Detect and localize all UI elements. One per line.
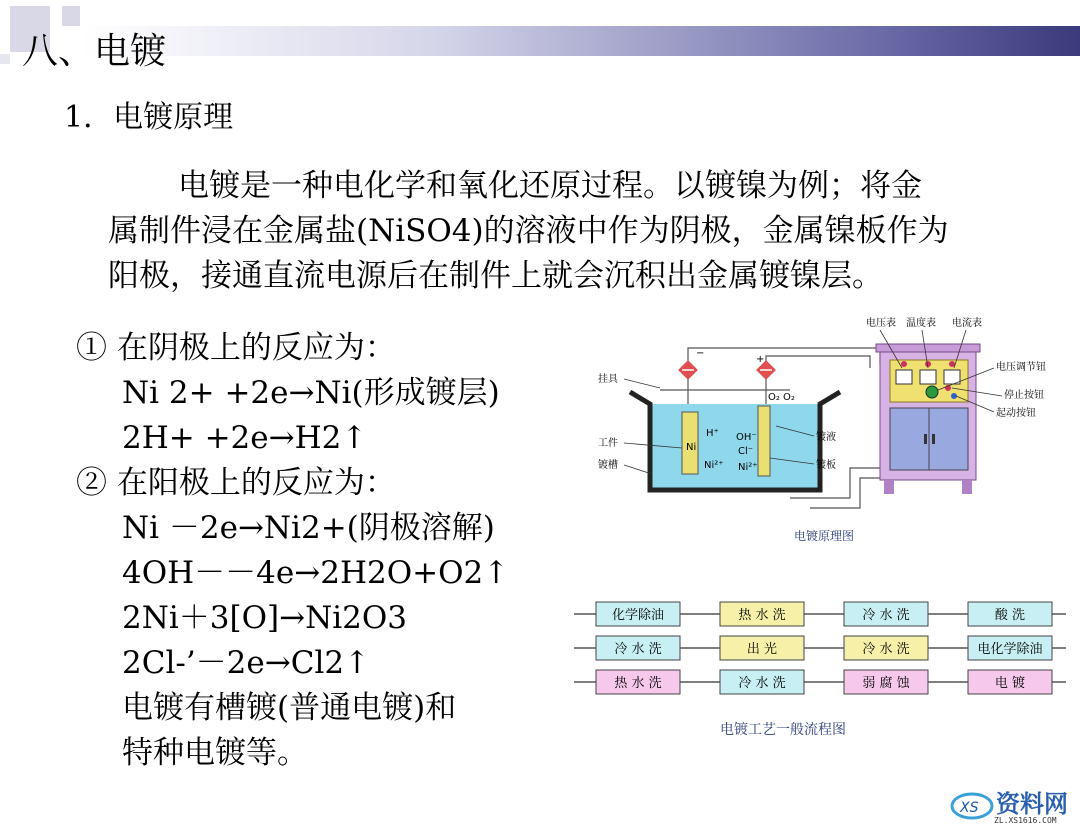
flow-caption: 电镀工艺一般流程图: [720, 722, 846, 738]
flow-step: [844, 602, 928, 626]
voltage-knob-label: 电压调节钮: [996, 362, 1046, 373]
flow-step-label: 热 水 洗: [614, 676, 662, 691]
flow-step-label: 化学除油: [611, 608, 665, 623]
flow-step-label: 热 水 洗: [738, 608, 786, 623]
slide-title: 八、电镀: [22, 31, 167, 72]
flow-step: [596, 670, 680, 694]
flow-step-label: 冷 水 洗: [862, 642, 910, 657]
reaction-line: Ni －2e→Ni2+(阴极溶解): [122, 510, 495, 546]
oh-label: OH⁻: [736, 432, 757, 443]
ni2-cathode-label: Ni²⁺: [704, 460, 724, 471]
electroplating-diagram: [590, 308, 1074, 558]
flow-step-label: 酸 洗: [994, 608, 1026, 623]
reaction-line: 2H+ +2e→H2↑: [122, 420, 368, 456]
flow-step-label: 电 镀: [994, 676, 1026, 691]
section-heading: 1．电镀原理: [64, 100, 234, 135]
svg-text:XS: XS: [960, 800, 979, 816]
paragraph-line: 电镀是一种电化学和氧化还原过程。以镀镍为例；将金: [178, 168, 922, 204]
reaction-line: 2Ni＋3[O]→Ni2O3: [122, 600, 407, 636]
reaction-line: Ni 2+ +2e→Ni(形成镀层): [122, 375, 500, 411]
paragraph-line: 阳极，接通直流电源后在制件上就会沉积出金属镀镍层。: [108, 258, 883, 294]
logo-url: ZL.XS1616.COM: [994, 816, 1057, 825]
logo-name: 资料网: [996, 790, 1068, 818]
plating-tank: [630, 392, 840, 490]
ni-label: Ni: [686, 442, 697, 453]
header-gradient-bar: [82, 26, 1080, 56]
voltmeter-label: 电压表: [866, 318, 896, 329]
flow-step: [596, 602, 680, 626]
flow-step-label: 弱 腐 蚀: [862, 676, 910, 691]
hanger-label: 挂具: [598, 374, 618, 385]
flow-step: [720, 602, 804, 626]
paragraph-line: 属制件浸在金属盐(NiSO4)的溶液中作为阴极，金属镍板作为: [108, 213, 949, 249]
cathode-heading: ① 在阴极上的反应为：: [76, 330, 396, 366]
process-flow-chart: [570, 596, 1070, 746]
flow-step: [720, 636, 804, 660]
flow-step-label: 冷 水 洗: [738, 676, 786, 691]
ammeter-label: 电流表: [952, 318, 982, 329]
reaction-line: 2Cl-’－2e→Cl2↑: [122, 645, 371, 681]
reaction-list: [76, 326, 509, 776]
flow-step-label: 出 光: [746, 642, 778, 657]
plus-sign: +: [756, 354, 765, 365]
minus-terminal: [678, 360, 698, 380]
stop-button-label: 停止按钮: [1004, 390, 1044, 401]
flow-step-label: 冷 水 洗: [614, 642, 662, 657]
note-line: 电镀有槽镀(普通电镀)和: [122, 690, 457, 726]
tank-label: 镀槽: [598, 460, 618, 471]
solution-label: 镀液: [816, 432, 836, 443]
flow-step: [968, 602, 1052, 626]
start-button-label: 起动按钮: [996, 408, 1036, 419]
anode-plate-rect: [758, 406, 770, 476]
diagram-caption: 电镀原理图: [794, 529, 855, 543]
header-decoration-square: [62, 6, 80, 26]
process-flow-svg: [570, 596, 1070, 746]
h-plus-label: H⁺: [706, 428, 719, 439]
flow-step-label: 电化学除油: [977, 642, 1043, 657]
anode-heading: ② 在阳极上的反应为：: [76, 465, 396, 501]
minus-sign: −: [696, 348, 705, 359]
flow-step: [596, 636, 680, 660]
cl-label: Cl⁻: [738, 446, 754, 457]
thermometer-label: 温度表: [906, 318, 936, 329]
flow-step: [968, 636, 1052, 660]
header-decoration-square: [0, 54, 10, 64]
electroplating-diagram-svg: [590, 308, 1074, 558]
watermark-logo: [946, 784, 1076, 830]
plate-label: 镀板: [816, 460, 836, 471]
flow-step: [844, 636, 928, 660]
flow-step: [844, 670, 928, 694]
reaction-line: 4OH－－4e→2H2O+O2↑: [122, 555, 510, 591]
flow-step: [968, 670, 1052, 694]
flow-step-label: 冷 水 洗: [862, 608, 910, 623]
ni2-anode-label: Ni²⁺: [738, 462, 758, 473]
o2-label: O₂ O₂: [768, 392, 795, 403]
flow-step: [720, 670, 804, 694]
principle-paragraph: [108, 164, 1068, 299]
note-line: 特种电镀等。: [122, 735, 308, 771]
workpiece-label: 工件: [598, 438, 618, 449]
